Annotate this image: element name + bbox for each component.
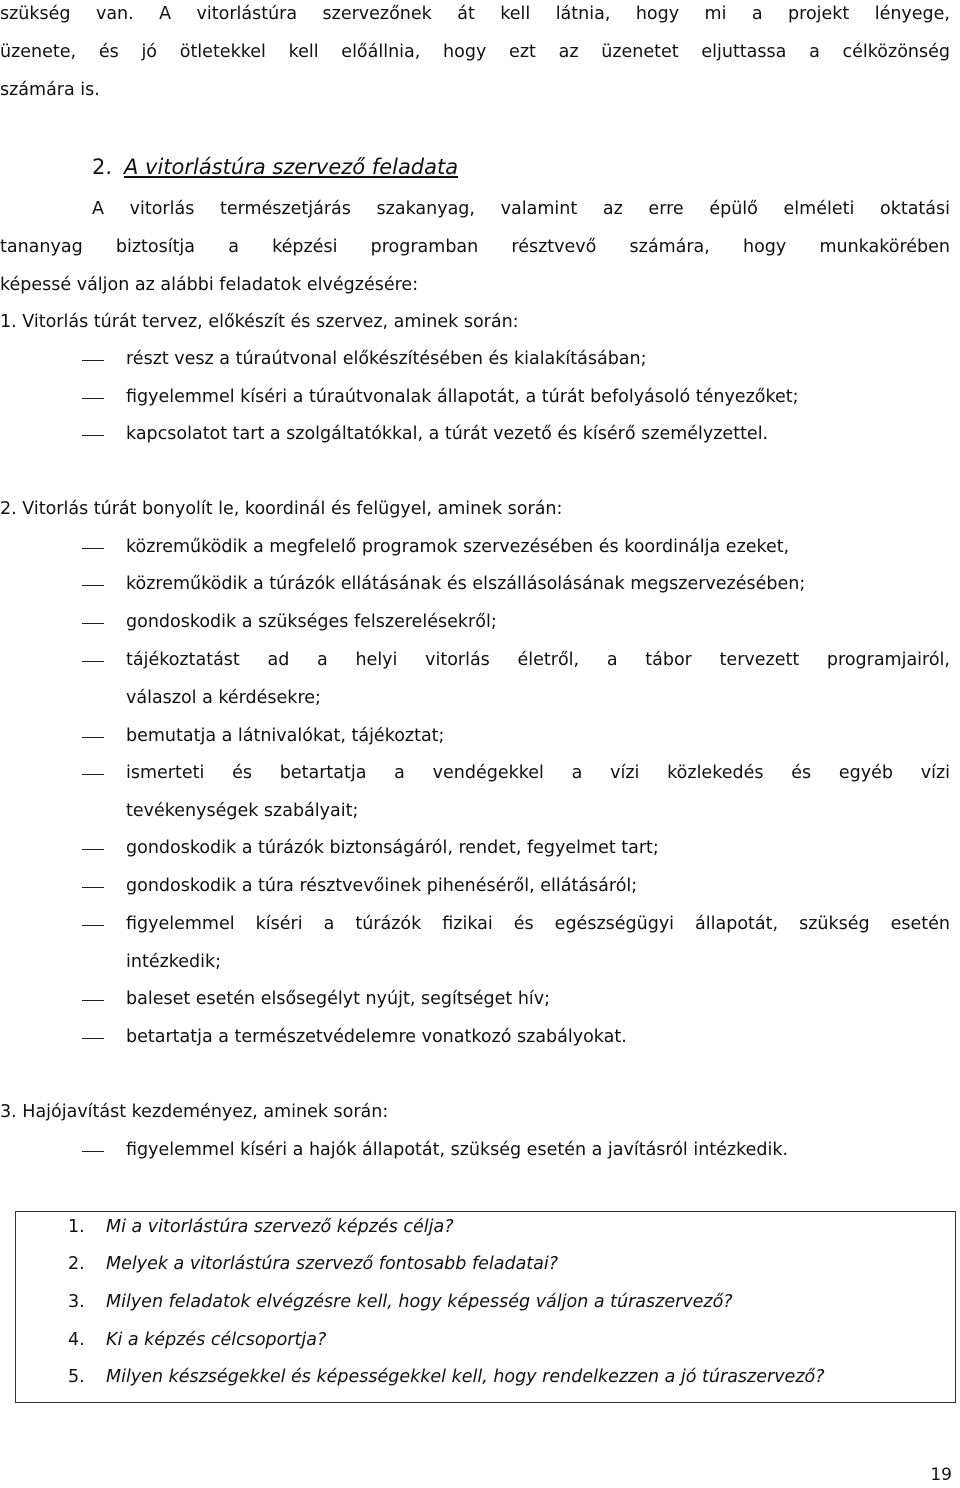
section-heading — [92, 153, 458, 181]
para-line-2: tananyag biztosítja a képzési programban résztvevő számára, hogy munkakörében — [0, 237, 950, 257]
intro-line-2: üzenete, és jó ötletekkel kell előállnia, hogy ezt az üzenetet eljuttassa a célközönség — [0, 42, 950, 62]
dash-bullet — [82, 849, 104, 850]
question-item — [68, 1329, 326, 1351]
page-number: 19 — [930, 1465, 952, 1485]
list-item: bemutatja a látnivalókat, tájékoztat; — [126, 726, 445, 746]
list-item-continuation: intézkedik; — [126, 952, 222, 972]
task-title: Vitorlás túrát tervez, előkészít és szervez, aminek során: — [22, 312, 519, 332]
question-item — [68, 1216, 454, 1238]
question-text: Melyek a vitorlástúra szervező fontosabb feladatai? — [106, 1254, 559, 1274]
dash-bullet — [82, 737, 104, 738]
question-number: 2. — [68, 1254, 85, 1274]
question-number: 1. — [68, 1217, 85, 1237]
list-item: közreműködik a megfelelő programok szervezésében és koordinálja ezeket, — [126, 537, 790, 557]
list-item: kapcsolatot tart a szolgáltatókkal, a túrát vezető és kísérő személyzettel. — [126, 424, 769, 444]
list-item: tájékoztatást ad a helyi vitorlás életről, a tábor tervezett programjairól, — [126, 650, 950, 670]
dash-bullet — [82, 774, 104, 775]
question-text: Ki a képzés célcsoportja? — [106, 1330, 327, 1350]
list-item: gondoskodik a túrázók biztonságáról, rendet, fegyelmet tart; — [126, 838, 659, 858]
dash-bullet — [82, 1038, 104, 1039]
list-item: közreműködik a túrázók ellátásának és elszállásolásának megszervezésében; — [126, 574, 806, 594]
list-item: betartatja a természetvédelemre vonatkozó szabályokat. — [126, 1027, 627, 1047]
intro-line-3: számára is. — [0, 80, 100, 100]
task-number: 2. — [0, 499, 17, 519]
para-line-1: A vitorlás természetjárás szakanyag, valamint az erre épülő elméleti oktatási — [92, 199, 950, 219]
dash-bullet — [82, 435, 104, 436]
list-item: baleset esetén elsősegélyt nyújt, segítséget hív; — [126, 989, 551, 1009]
dash-bullet — [82, 398, 104, 399]
task-title: Vitorlás túrát bonyolít le, koordinál és felügyel, aminek során: — [22, 499, 563, 519]
task-number: 3. — [0, 1102, 17, 1122]
question-text: Milyen feladatok elvégzésre kell, hogy képesség váljon a túraszervező? — [106, 1292, 733, 1312]
task-1-heading — [0, 311, 519, 333]
section-title: A vitorlástúra szervező feladata — [124, 155, 459, 179]
dash-bullet — [82, 548, 104, 549]
list-item: ismerteti és betartatja a vendégekkel a vízi közlekedés és egyéb vízi — [126, 763, 950, 783]
list-item: gondoskodik a szükséges felszerelésekről; — [126, 612, 497, 632]
question-number: 4. — [68, 1330, 85, 1350]
dash-bullet — [82, 661, 104, 662]
question-number: 3. — [68, 1292, 85, 1312]
task-2-heading — [0, 498, 562, 520]
dash-bullet — [82, 360, 104, 361]
dash-bullet — [82, 585, 104, 586]
list-item-continuation: válaszol a kérdésekre; — [126, 688, 321, 708]
dash-bullet — [82, 1000, 104, 1001]
dash-bullet — [82, 887, 104, 888]
list-item: gondoskodik a túra résztvevőinek pihenéséről, ellátásáról; — [126, 876, 638, 896]
question-item — [68, 1291, 733, 1313]
para-line-3: képessé váljon az alábbi feladatok elvégzésére: — [0, 275, 419, 295]
question-item — [68, 1253, 558, 1275]
list-item-continuation: tevékenységek szabályait; — [126, 801, 359, 821]
task-3-heading — [0, 1101, 388, 1123]
section-number: 2. — [92, 155, 113, 179]
question-text: Mi a vitorlástúra szervező képzés célja? — [106, 1217, 454, 1237]
task-title: Hajójavítást kezdeményez, aminek során: — [22, 1102, 389, 1122]
dash-bullet — [82, 925, 104, 926]
list-item: figyelemmel kíséri a túraútvonalak állapotát, a túrát befolyásoló tényezőket; — [126, 387, 799, 407]
list-item: figyelemmel kíséri a hajók állapotát, szükség esetén a javításról intézkedik. — [126, 1140, 789, 1160]
question-number: 5. — [68, 1367, 85, 1387]
question-item — [68, 1366, 825, 1388]
dash-bullet — [82, 1151, 104, 1152]
task-number: 1. — [0, 312, 17, 332]
list-item: figyelemmel kíséri a túrázók fizikai és egészségügyi állapotát, szükség esetén — [126, 914, 950, 934]
question-text: Milyen készségekkel és képességekkel kell, hogy rendelkezzen a jó túraszervező? — [106, 1367, 825, 1387]
intro-line-1: szükség van. A vitorlástúra szervezőnek át kell látnia, hogy mi a projekt lényege, — [0, 4, 950, 24]
list-item: részt vesz a túraútvonal előkészítésében és kialakításában; — [126, 349, 647, 369]
dash-bullet — [82, 623, 104, 624]
questions-box — [15, 1211, 956, 1403]
